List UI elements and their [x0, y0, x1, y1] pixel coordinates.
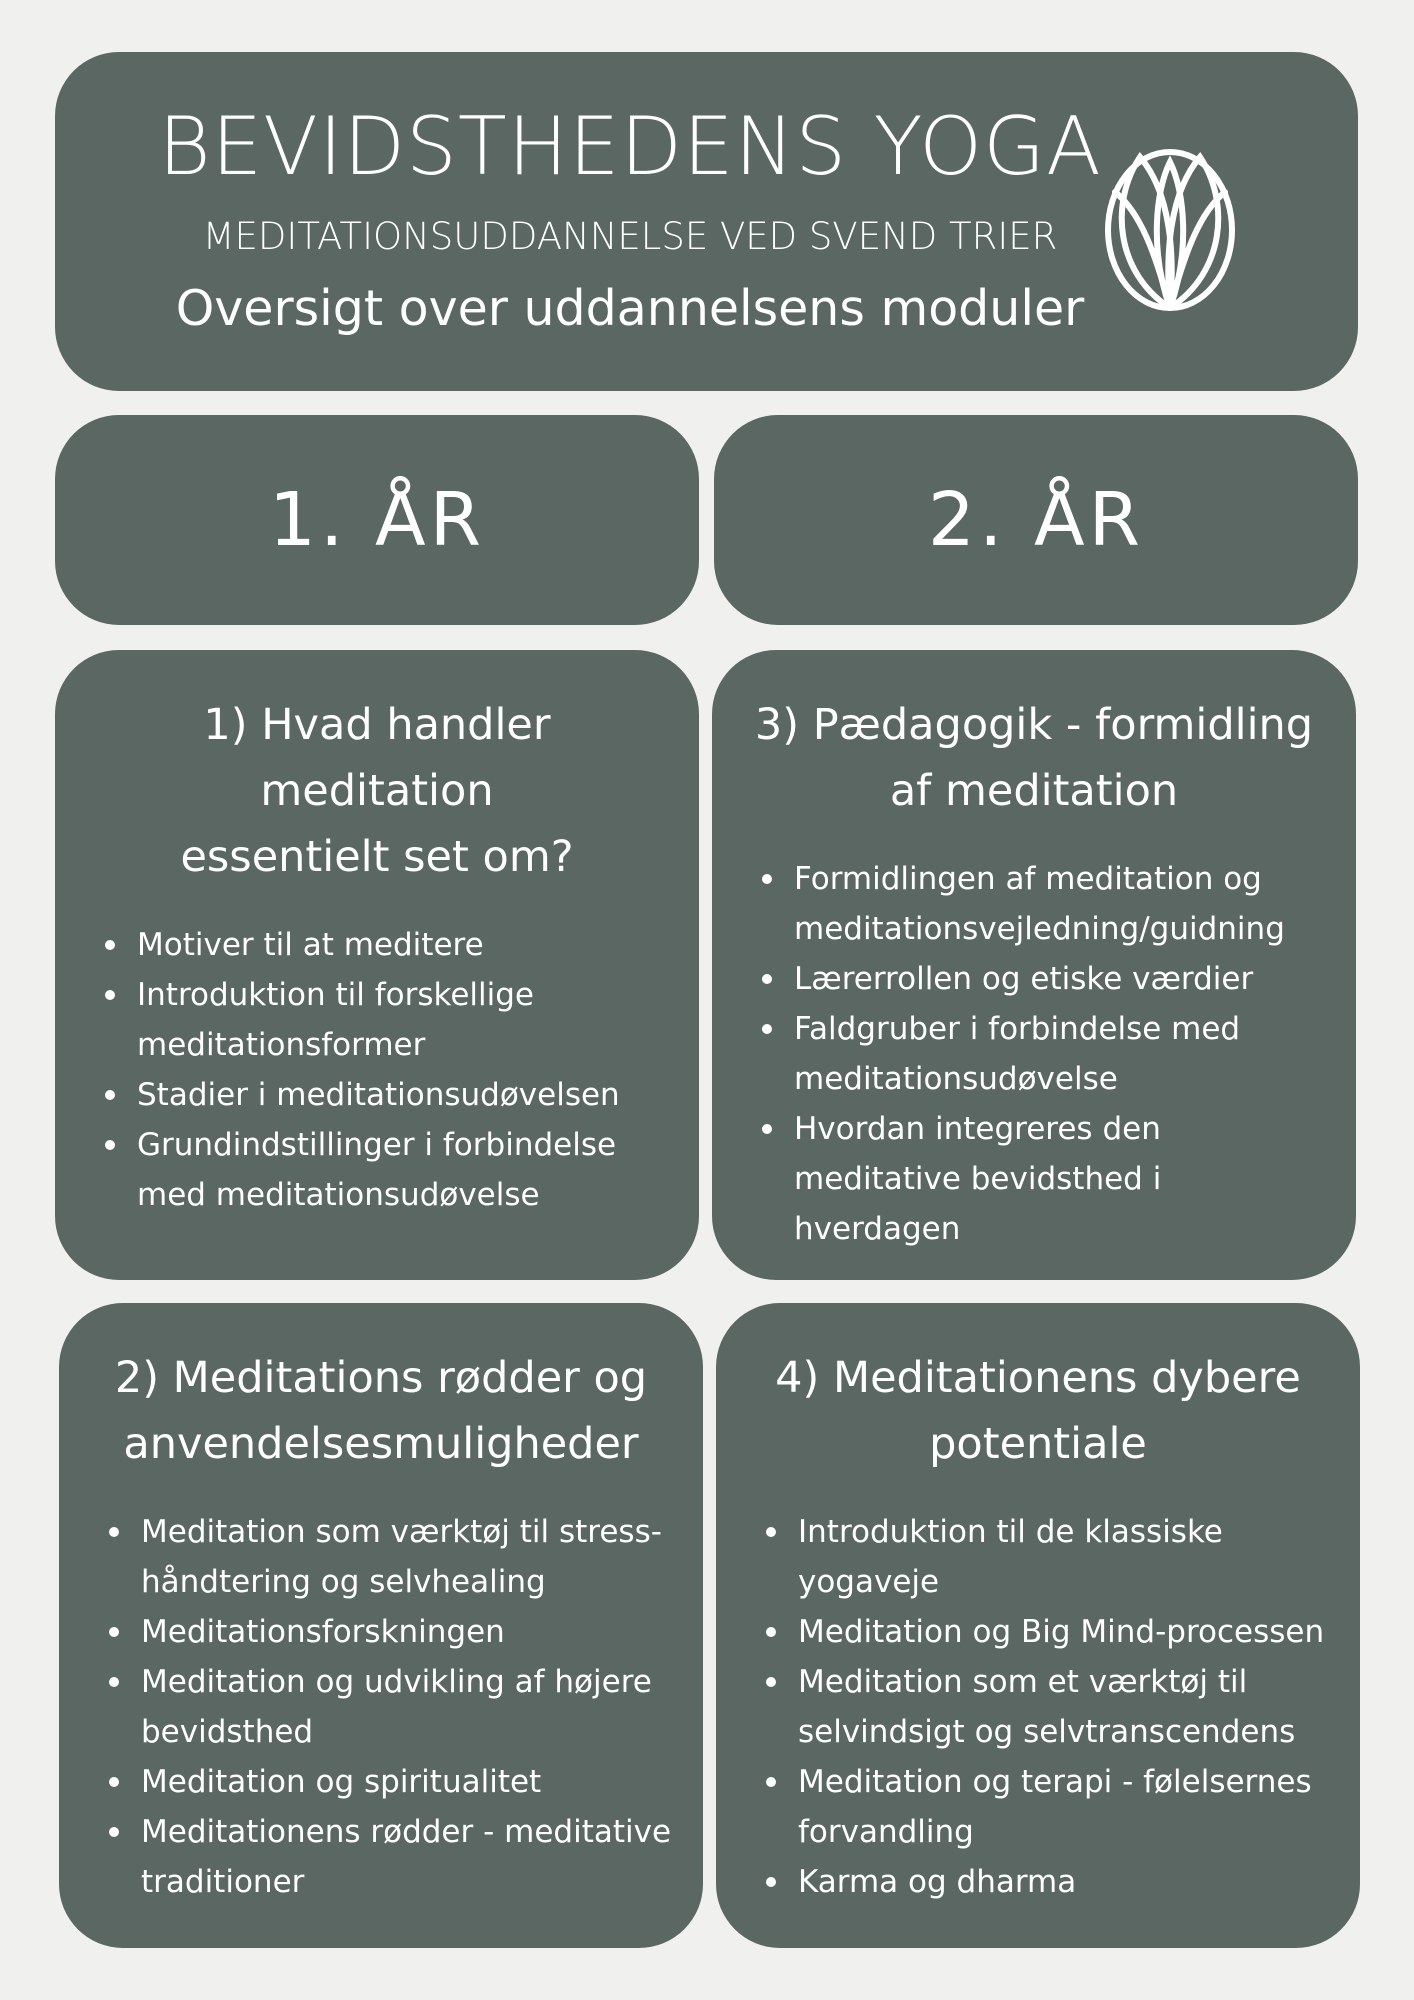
list-item: Meditation og Big Mind-processen: [746, 1607, 1330, 1657]
year-2-label: 2. ÅR: [927, 477, 1145, 563]
module-title-line: 2) Meditations rødder og: [114, 1353, 648, 1403]
module-title: [742, 692, 1326, 824]
module-title-line: anvendelsesmuligheder: [123, 1419, 639, 1469]
list-item: Karma og dharma: [746, 1857, 1330, 1907]
module-title-line: 1) Hvad handler meditation: [203, 700, 551, 816]
module-title-line: essentielt set om?: [180, 832, 574, 882]
module-title: [89, 1345, 673, 1477]
module-topic-list: [89, 1507, 673, 1907]
year-1-box: [55, 415, 699, 625]
list-item: Meditationens rødder - meditative traditioner: [89, 1807, 673, 1907]
list-item: Faldgruber i forbindelse med meditationsudøvelse: [742, 1004, 1326, 1104]
list-item: Meditation og udvikling af højere bevidsthed: [89, 1657, 673, 1757]
module-3-card: [712, 650, 1356, 1280]
module-title: [85, 692, 669, 890]
list-item: Meditation som værktøj til stress-håndtering og selvhealing: [89, 1507, 673, 1607]
list-item: Introduktion til de klassiske yogaveje: [746, 1507, 1330, 1607]
list-item: Meditation som et værktøj til selvindsigt og selvtranscendens: [746, 1657, 1330, 1757]
year-1-label: 1. ÅR: [268, 477, 486, 563]
module-topic-list: [742, 854, 1326, 1254]
list-item: Stadier i meditationsudøvelsen: [85, 1070, 669, 1120]
module-topic-list: [85, 920, 669, 1220]
year-2-box: [714, 415, 1358, 625]
list-item: Formidlingen af meditation og meditationsvejledning/guidning: [742, 854, 1326, 954]
module-topic-list: [746, 1507, 1330, 1907]
list-item: Meditationsforskningen: [89, 1607, 673, 1657]
list-item: Introduktion til forskellige meditationsformer: [85, 970, 669, 1070]
list-item: Lærerrollen og etiske værdier: [742, 954, 1326, 1004]
module-title-line: 3) Pædagogik - formidling: [754, 700, 1314, 750]
page-heading: Oversigt over uddannelsens moduler: [175, 280, 1085, 337]
list-item: Meditation og spiritualitet: [89, 1757, 673, 1807]
page-title: BEVIDSTHEDENS YOGA: [158, 100, 1102, 193]
header-panel: [55, 52, 1358, 391]
lotus-leaf-logo-icon: [1095, 132, 1245, 317]
module-1-card: [55, 650, 699, 1280]
module-2-card: [59, 1303, 703, 1948]
list-item: Meditation og terapi - følelsernes forvandling: [746, 1757, 1330, 1857]
module-title: [746, 1345, 1330, 1477]
page-subtitle: MEDITATIONSUDDANNELSE VED SVEND TRIER: [202, 215, 1058, 258]
module-title-line: af meditation: [889, 766, 1179, 816]
module-4-card: [716, 1303, 1360, 1948]
list-item: Motiver til at meditere: [85, 920, 669, 970]
module-title-line: potentiale: [929, 1419, 1147, 1469]
list-item: Hvordan integreres den meditative bevidsthed i hverdagen: [742, 1104, 1326, 1254]
list-item: Grundindstillinger i forbindelse med meditationsudøvelse: [85, 1120, 669, 1220]
module-title-line: 4) Meditationens dybere: [775, 1353, 1301, 1403]
